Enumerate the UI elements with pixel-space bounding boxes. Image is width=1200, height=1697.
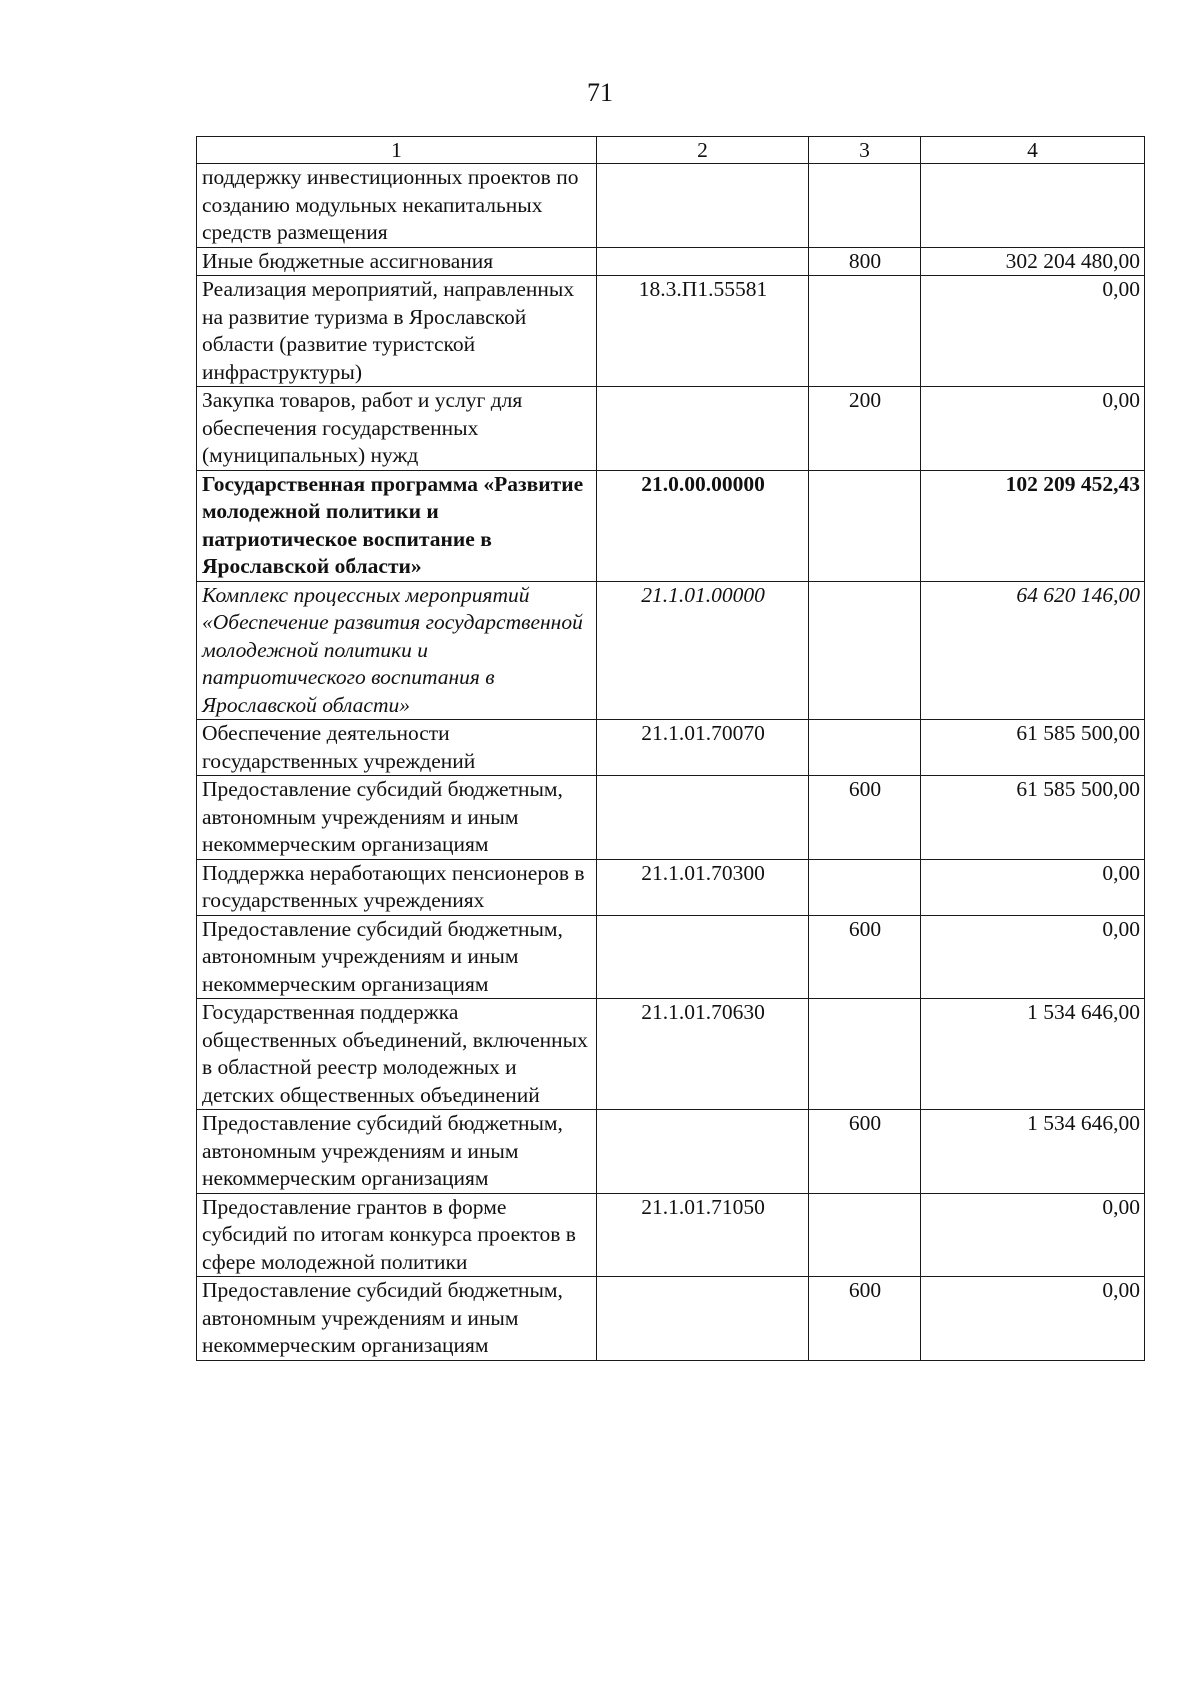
column-header-3: 3 [809, 137, 921, 164]
row-name-cell: Реализация мероприятий, направленных на развитие туризма в Ярославской области (развитие туристской инфраструктуры) [197, 276, 597, 387]
header-row [197, 137, 1145, 164]
row-code-cell [597, 387, 809, 471]
row-type-cell [809, 164, 921, 248]
row-type-cell [809, 581, 921, 720]
table-row [197, 1193, 1145, 1277]
row-type-cell [809, 720, 921, 776]
row-code-cell: 21.0.00.00000 [597, 470, 809, 581]
row-name-cell: Закупка товаров, работ и услуг для обеспечения государственных (муниципальных) нужд [197, 387, 597, 471]
row-amount-cell: 0,00 [921, 387, 1145, 471]
row-code-cell [597, 164, 809, 248]
row-code-cell: 21.1.01.70070 [597, 720, 809, 776]
row-name-cell: Предоставление субсидий бюджетным, автономным учреждениям и иным некоммерческим организациям [197, 915, 597, 999]
table-row [197, 720, 1145, 776]
row-code-cell: 18.3.П1.55581 [597, 276, 809, 387]
column-header-2: 2 [597, 137, 809, 164]
table-row [197, 387, 1145, 471]
row-amount-cell: 61 585 500,00 [921, 720, 1145, 776]
table-row [197, 164, 1145, 248]
row-amount-cell: 61 585 500,00 [921, 776, 1145, 860]
table-row [197, 581, 1145, 720]
row-type-cell: 600 [809, 915, 921, 999]
row-type-cell [809, 999, 921, 1110]
row-amount-cell: 102 209 452,43 [921, 470, 1145, 581]
row-amount-cell: 0,00 [921, 1277, 1145, 1361]
row-amount-cell: 0,00 [921, 1193, 1145, 1277]
row-amount-cell: 1 534 646,00 [921, 999, 1145, 1110]
row-amount-cell [921, 164, 1145, 248]
row-type-cell [809, 470, 921, 581]
table-row [197, 859, 1145, 915]
page-number: 71 [587, 78, 613, 107]
row-code-cell: 21.1.01.70300 [597, 859, 809, 915]
table-row [197, 999, 1145, 1110]
row-amount-cell: 1 534 646,00 [921, 1110, 1145, 1194]
row-code-cell [597, 915, 809, 999]
row-type-cell: 600 [809, 1277, 921, 1361]
row-name-cell: Государственная поддержка общественных объединений, включенных в областной реестр молодежных и детских общественных объединений [197, 999, 597, 1110]
row-name-cell: поддержку инвестиционных проектов по созданию модульных некапитальных средств размещения [197, 164, 597, 248]
row-code-cell [597, 1277, 809, 1361]
table-row [197, 1277, 1145, 1361]
table-body [197, 164, 1145, 1361]
column-header-4: 4 [921, 137, 1145, 164]
row-amount-cell: 0,00 [921, 915, 1145, 999]
row-amount-cell: 0,00 [921, 276, 1145, 387]
row-name-cell: Государственная программа «Развитие молодежной политики и патриотическое воспитание в Ярославской области» [197, 470, 597, 581]
row-code-cell [597, 776, 809, 860]
table-row [197, 776, 1145, 860]
table-row [197, 1110, 1145, 1194]
table-row [197, 470, 1145, 581]
row-type-cell: 600 [809, 1110, 921, 1194]
row-name-cell: Предоставление субсидий бюджетным, автономным учреждениям и иным некоммерческим организациям [197, 1277, 597, 1361]
row-type-cell [809, 1193, 921, 1277]
row-code-cell [597, 247, 809, 276]
row-amount-cell: 302 204 480,00 [921, 247, 1145, 276]
budget-table [196, 136, 1145, 1361]
row-name-cell: Обеспечение деятельности государственных учреждений [197, 720, 597, 776]
row-name-cell: Комплекс процессных мероприятий «Обеспечение развития государственной молодежной политики и патриотического воспитания в Ярославской области» [197, 581, 597, 720]
row-code-cell: 21.1.01.71050 [597, 1193, 809, 1277]
column-header-1: 1 [197, 137, 597, 164]
row-type-cell: 800 [809, 247, 921, 276]
table-row [197, 915, 1145, 999]
row-type-cell [809, 859, 921, 915]
row-code-cell [597, 1110, 809, 1194]
row-code-cell: 21.1.01.00000 [597, 581, 809, 720]
row-type-cell: 600 [809, 776, 921, 860]
row-type-cell [809, 276, 921, 387]
table-row [197, 276, 1145, 387]
row-name-cell: Иные бюджетные ассигнования [197, 247, 597, 276]
row-name-cell: Поддержка неработающих пенсионеров в государственных учреждениях [197, 859, 597, 915]
row-type-cell: 200 [809, 387, 921, 471]
row-amount-cell: 64 620 146,00 [921, 581, 1145, 720]
row-amount-cell: 0,00 [921, 859, 1145, 915]
row-name-cell: Предоставление грантов в форме субсидий по итогам конкурса проектов в сфере молодежной политики [197, 1193, 597, 1277]
row-name-cell: Предоставление субсидий бюджетным, автономным учреждениям и иным некоммерческим организациям [197, 1110, 597, 1194]
row-code-cell: 21.1.01.70630 [597, 999, 809, 1110]
table-row [197, 247, 1145, 276]
row-name-cell: Предоставление субсидий бюджетным, автономным учреждениям и иным некоммерческим организациям [197, 776, 597, 860]
